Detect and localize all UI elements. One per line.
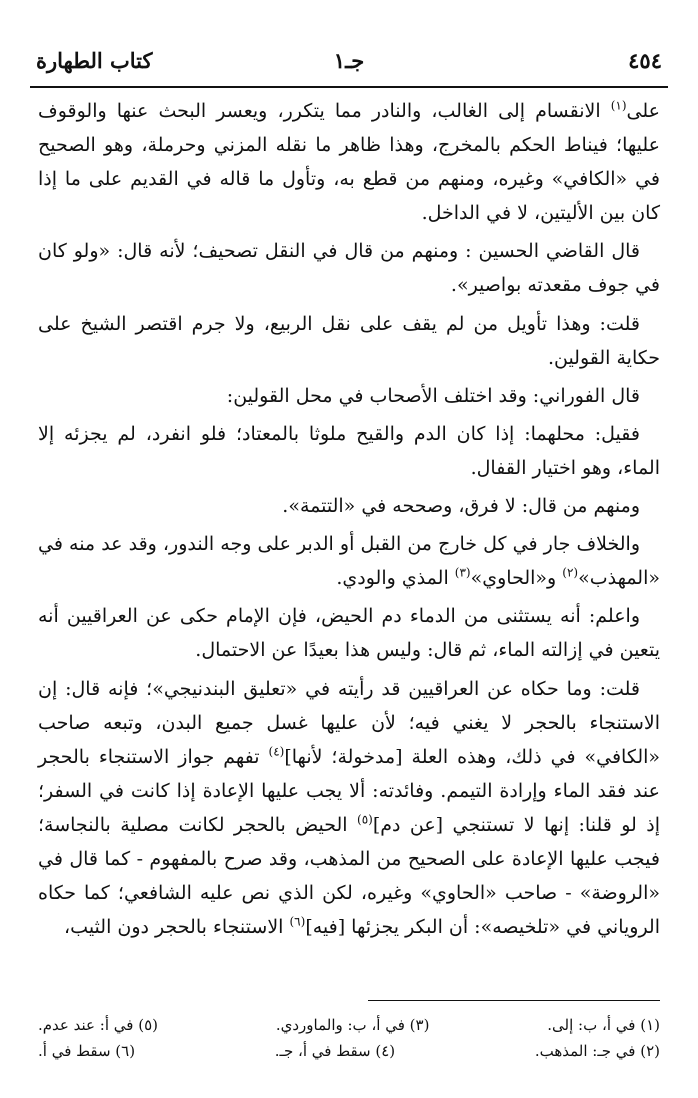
footnote: (٦) سقط في أ.	[38, 1042, 136, 1060]
paragraph: قلت: وما حكاه عن العراقيين قد رأيته في «تعليق البندنيجي»؛ فإنه قال: إن الاستنجاء بالحجر لا يغني فيه؛ لأن عليها غسل جميع البدن، وتبعه صاحب «الكافي» في ذلك، وهذه العلة [مدخولة؛ لأنها]$^{(٤)}$ تفهم جواز الاستنجاء بالحجر عند فقد الماء وإرادة التيمم. وفائدته: ألا يجب عليها الإعادة إذا كانت في السفر؛ إذ لو قلنا: إنها لا تستنجي [عن دم]$^{(٥)}$ الحيض بالحجر لكانت مصلية بالنجاسة؛ فيجب عليها الإعادة على الصحيح من المذهب، وقد صرح بالمفهوم - كما قال في «الروضة» - صاحب «الحاوي» وغيره، لكن الذي نص عليه الشافعي؛ كما حكاه الروياني في «تلخيصه»: أن البكر يجزئها [فيه]$^{(٦)}$ الاستنجاء بالحجر دون الثيب،	[38, 677, 661, 939]
paragraph: قال الفوراني: وقد اختلف الأصحاب في محل القولين:	[226, 384, 640, 407]
footnote: (٥) في أ: عند عدم.	[38, 1016, 158, 1034]
footnote-row	[38, 1012, 660, 1038]
header-rule	[30, 86, 668, 88]
footnote-rule	[368, 1000, 660, 1001]
footnote-ref: (٤)	[268, 744, 285, 759]
footnote: (٤) سقط في أ، جـ.	[274, 1042, 396, 1060]
footnote-row	[38, 1038, 660, 1064]
footnote: (٣) في أ، ب: والماوردي.	[275, 1016, 430, 1034]
paragraph: والخلاف جار في كل خارج من القبل أو الدبر على وجه الندور، وقد عد منه في «المهذب»$^{(٢)}$ و«الحاوي»$^{(٣)}$ المذي والودي.	[38, 533, 660, 590]
book-title: كتاب الطهارة	[36, 48, 153, 73]
footnote-ref: (٢)	[562, 565, 579, 580]
footnote-ref: (١)	[610, 98, 627, 113]
page-header	[30, 40, 668, 80]
paragraph: على$^{(١)}$ الانقسام إلى الغالب، والنادر مما يتكرر، ويعسر البحث عنها والوقوف عليها؛ فيناط الحكم بالمخرج، وهذا ظاهر ما نقله المزني وحرملة، وهو الصحيح في «الكافي» وغيره، ومنهم من قطع به، وتأول ما قاله في القديم على ما إذا كان بين الأليتين، لا في الداخل.	[38, 98, 660, 225]
footnote-ref: (٥)	[357, 812, 373, 827]
paragraph: واعلم: أنه يستثنى من الدماء دم الحيض، فإن الإمام حكى عن العراقيين أنه يتعين في إزالته الماء، ثم قال: وليس هذا بعيدًا عن الاحتمال.	[38, 605, 660, 662]
volume-label: جـ١	[333, 48, 365, 73]
paragraph: قلت: وهذا تأويل من لم يقف على نقل الربيع، ولا جرم اقتصر الشيخ على حكاية القولين.	[38, 312, 660, 369]
paragraph: قال القاضي الحسين : ومنهم من قال في النقل تصحيف؛ لأنه قال: «ولو كان في جوف مقعدته بواصير».	[38, 240, 660, 297]
footnote: (٢) في جـ: المذهب.	[534, 1042, 660, 1060]
paragraph: ومنهم من قال: لا فرق، وصححه في «التتمة».	[282, 495, 640, 518]
footnote-ref: (٣)	[454, 565, 471, 580]
page-number: ٤٥٤	[628, 48, 662, 73]
paragraph: فقيل: محلهما: إذا كان الدم والقيح ملوثا بالمعتاد؛ فلو انفرد، لم يجزئه إلا الماء، وهو اختيار القفال.	[38, 422, 660, 479]
footnote: (١) في أ، ب: إلى.	[547, 1016, 660, 1034]
main-text	[38, 94, 660, 948]
footnotes	[38, 1012, 660, 1064]
footnote-ref: (٦)	[289, 914, 306, 929]
